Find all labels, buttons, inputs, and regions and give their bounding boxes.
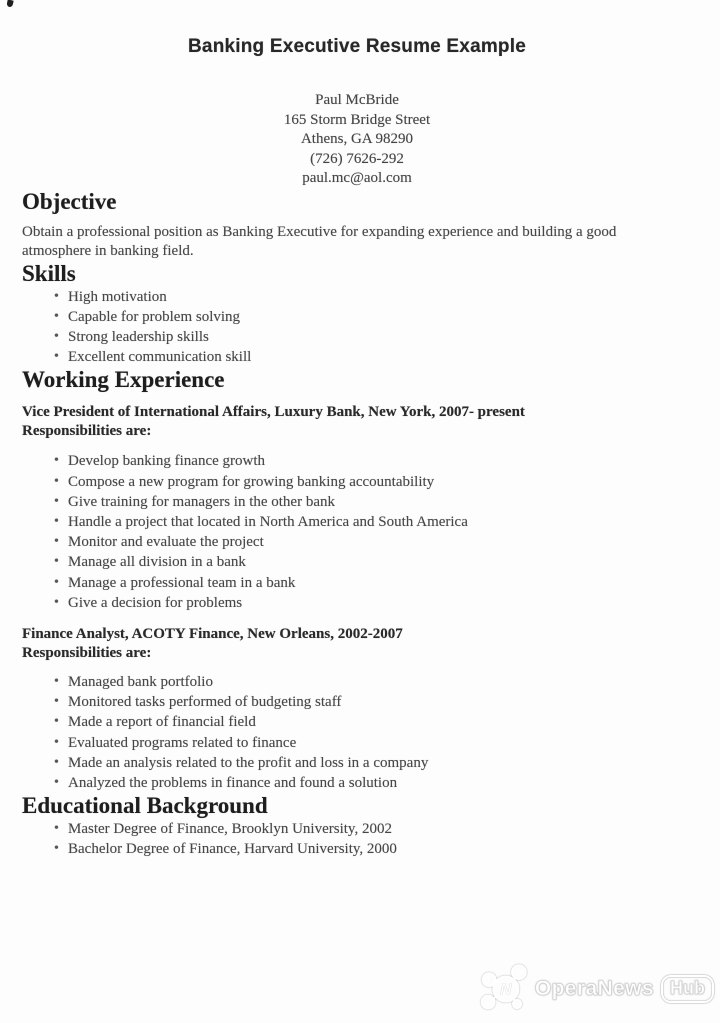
skill-item: • High motivation <box>22 287 692 307</box>
objective-text: Obtain a professional position as Banking Executive for expanding experience and building a good atmosphere in banking field. <box>22 223 617 259</box>
job-bullet-item: • Manage a professional team in a bank <box>22 573 692 593</box>
scan-artifact <box>6 0 13 8</box>
job-bullet-item: • Monitored tasks performed of budgeting staff <box>22 692 692 712</box>
job-bullet-item: • Managed bank portfolio <box>22 672 692 692</box>
page-title: Banking Executive Resume Example <box>188 36 526 57</box>
skills-heading: Skills <box>22 260 76 286</box>
job-bullet-item: • Made an analysis related to the profit and loss in a company <box>22 753 692 773</box>
job-entry-1 <box>22 403 692 613</box>
job-bullet-item: • Evaluated programs related to finance <box>22 733 692 753</box>
job-entry-2 <box>22 625 692 793</box>
contact-block <box>22 91 692 189</box>
operanews-logo-icon <box>476 961 532 1017</box>
education-list <box>22 819 692 859</box>
skill-item: • Capable for problem solving <box>22 307 692 327</box>
job-bullet-item: • Made a report of financial field <box>22 712 692 732</box>
section-education <box>22 793 692 859</box>
job-bullet-item: • Give training for managers in the other bank <box>22 492 692 512</box>
job-responsibilities-label: Responsibilities are: <box>22 423 152 440</box>
objective-heading: Objective <box>22 188 117 214</box>
job-bullet-item: • Give a decision for problems <box>22 593 692 613</box>
skills-list <box>22 287 692 368</box>
section-experience <box>22 367 692 793</box>
job-bullet-item: • Compose a new program for growing banking accountability <box>22 472 692 492</box>
experience-heading: Working Experience <box>22 367 225 393</box>
job-bullet-item: • Analyzed the problems in finance and found a solution <box>22 773 692 793</box>
job-bullets <box>22 451 692 613</box>
job-bullet-item: • Develop banking finance growth <box>22 451 692 471</box>
contact-name: Paul McBride <box>315 92 399 108</box>
watermark-operanewshub <box>476 961 714 1017</box>
job-responsibilities-label: Responsibilities are: <box>22 644 152 661</box>
section-objective <box>22 189 692 261</box>
education-heading: Educational Background <box>22 793 268 819</box>
job-bullet-item: • Manage all division in a bank <box>22 552 692 572</box>
job-bullet-item: • Handle a project that located in North America and South America <box>22 512 692 532</box>
job-title: Finance Analyst, ACOTY Finance, New Orleans, 2002-2007 <box>22 625 403 642</box>
skill-item: • Excellent communication skill <box>22 347 692 367</box>
svg-text:N: N <box>499 981 512 999</box>
contact-city: Athens, GA 98290 <box>300 131 414 147</box>
job-title: Vice President of International Affairs, Luxury Bank, New York, 2007- present <box>22 404 525 421</box>
watermark-hub-badge: Hub <box>661 975 714 1003</box>
job-bullet-item: • Monitor and evaluate the project <box>22 532 692 552</box>
contact-phone: (726) 7626-292 <box>310 150 404 167</box>
job-bullets <box>22 672 692 793</box>
watermark-brand-text: OperaNews <box>534 977 654 1000</box>
section-skills <box>22 261 692 368</box>
skill-item: • Strong leadership skills <box>22 327 692 347</box>
education-item: • Master Degree of Finance, Brooklyn University, 2002 <box>22 819 692 839</box>
education-item: • Bachelor Degree of Finance, Harvard University, 2000 <box>22 839 692 859</box>
contact-email: paul.mc@aol.com <box>302 170 412 186</box>
contact-street: 165 Storm Bridge Street <box>283 111 431 128</box>
